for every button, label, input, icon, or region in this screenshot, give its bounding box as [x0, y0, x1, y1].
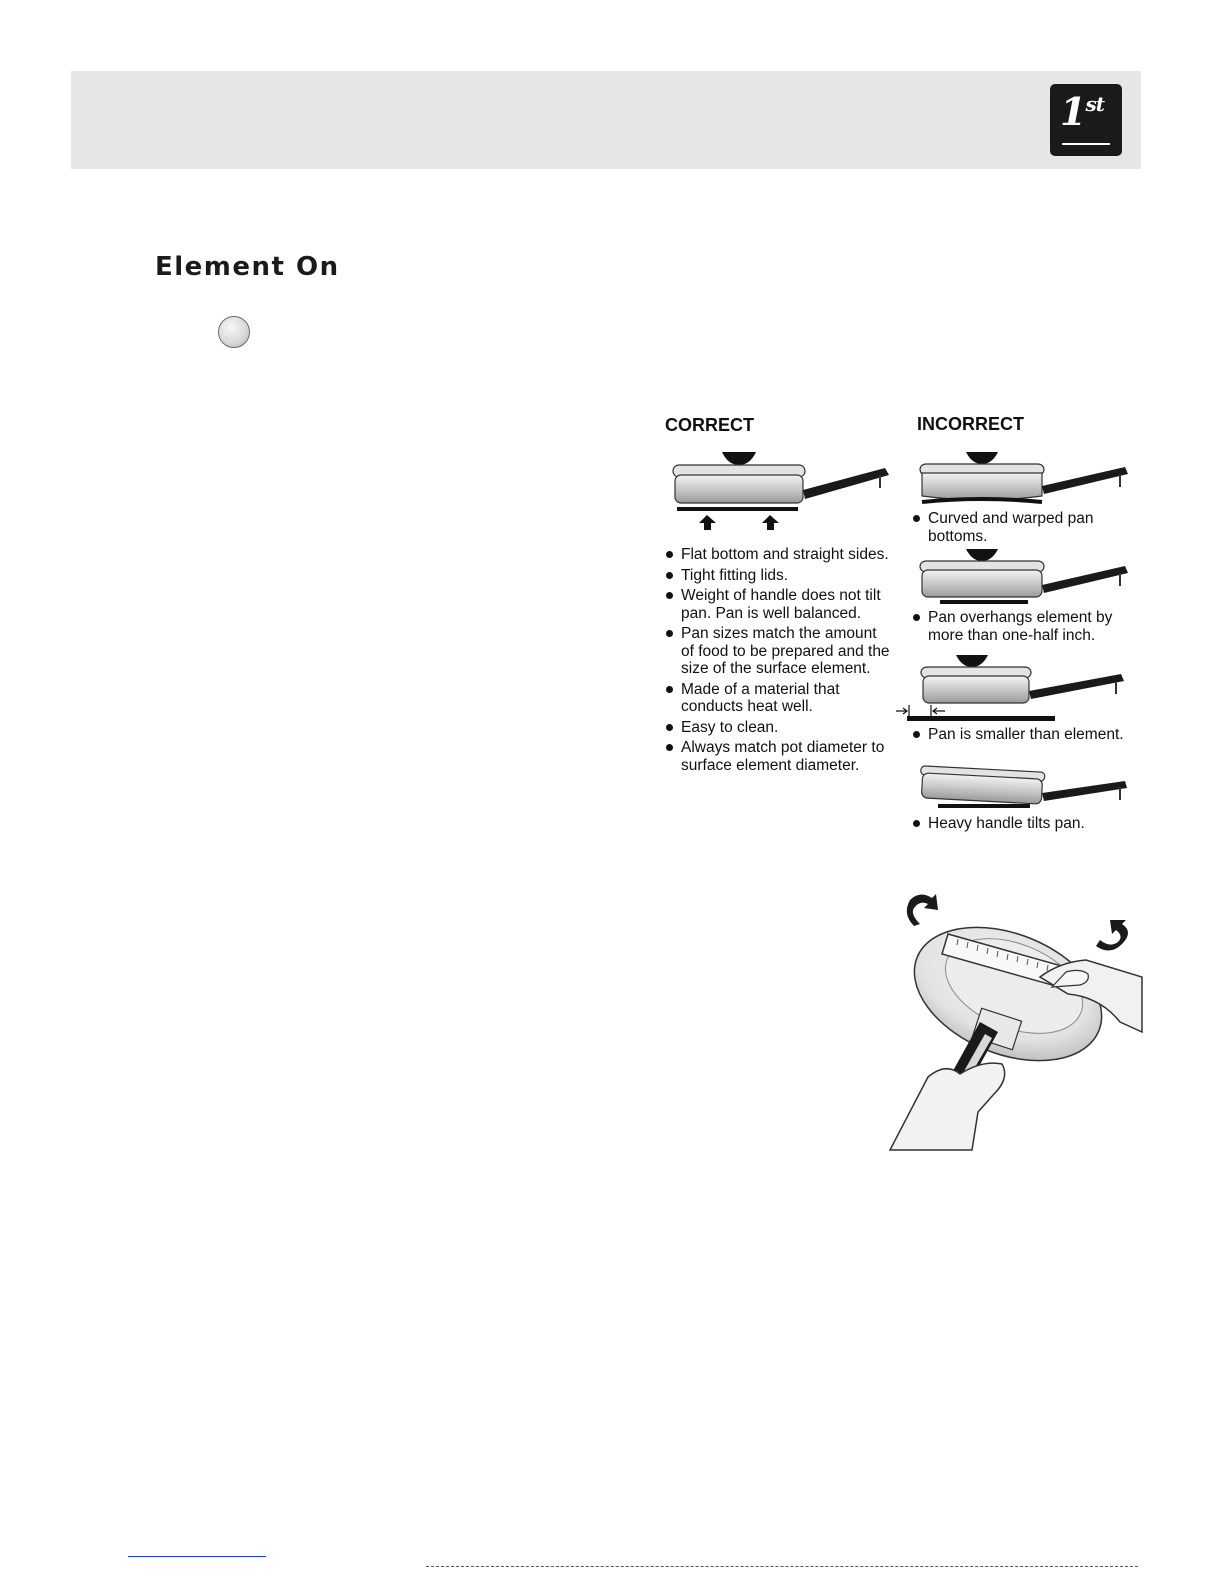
element-on-indicator-icon: [218, 316, 250, 348]
list-item: Made of a material that conducts heat well.: [666, 681, 892, 716]
small-pan-illustration: [895, 653, 1135, 723]
list-item: Flat bottom and straight sides.: [666, 546, 892, 564]
checking-pan-flatness-illustration: [890, 882, 1142, 1150]
list-item: Weight of handle does not tilt pan. Pan is well balanced.: [666, 587, 892, 622]
footer-rule: [426, 1566, 1138, 1567]
header-band: [71, 71, 1141, 169]
first-badge-icon: [1050, 84, 1122, 156]
incorrect-note: Pan overhangs element by more than one-half inch.: [913, 609, 1148, 644]
list-item: Easy to clean.: [666, 719, 892, 737]
badge-number: 1: [1060, 89, 1086, 134]
correct-heading: CORRECT: [665, 415, 754, 435]
incorrect-heading: INCORRECT: [917, 414, 1024, 434]
overhanging-pan-illustration: [918, 547, 1133, 607]
badge-suffix: st: [1085, 92, 1104, 116]
list-item: Always match pot diameter to surface element diameter.: [666, 739, 892, 774]
correct-points-list: [666, 546, 892, 777]
footer-link-underline: [128, 1556, 266, 1557]
warped-pan-illustration: [918, 450, 1133, 508]
incorrect-note: Heavy handle tilts pan.: [913, 815, 1148, 833]
list-item: Pan sizes match the amount of food to be prepared and the size of the surface element.: [666, 625, 892, 678]
tilted-pan-illustration: [918, 763, 1133, 813]
list-item: Tight fitting lids.: [666, 567, 892, 585]
incorrect-note: Pan is smaller than element.: [913, 726, 1148, 744]
section-title: Element On: [155, 252, 340, 282]
incorrect-note: Curved and warped pan bottoms.: [913, 510, 1148, 545]
correct-pan-illustration: [670, 445, 895, 530]
